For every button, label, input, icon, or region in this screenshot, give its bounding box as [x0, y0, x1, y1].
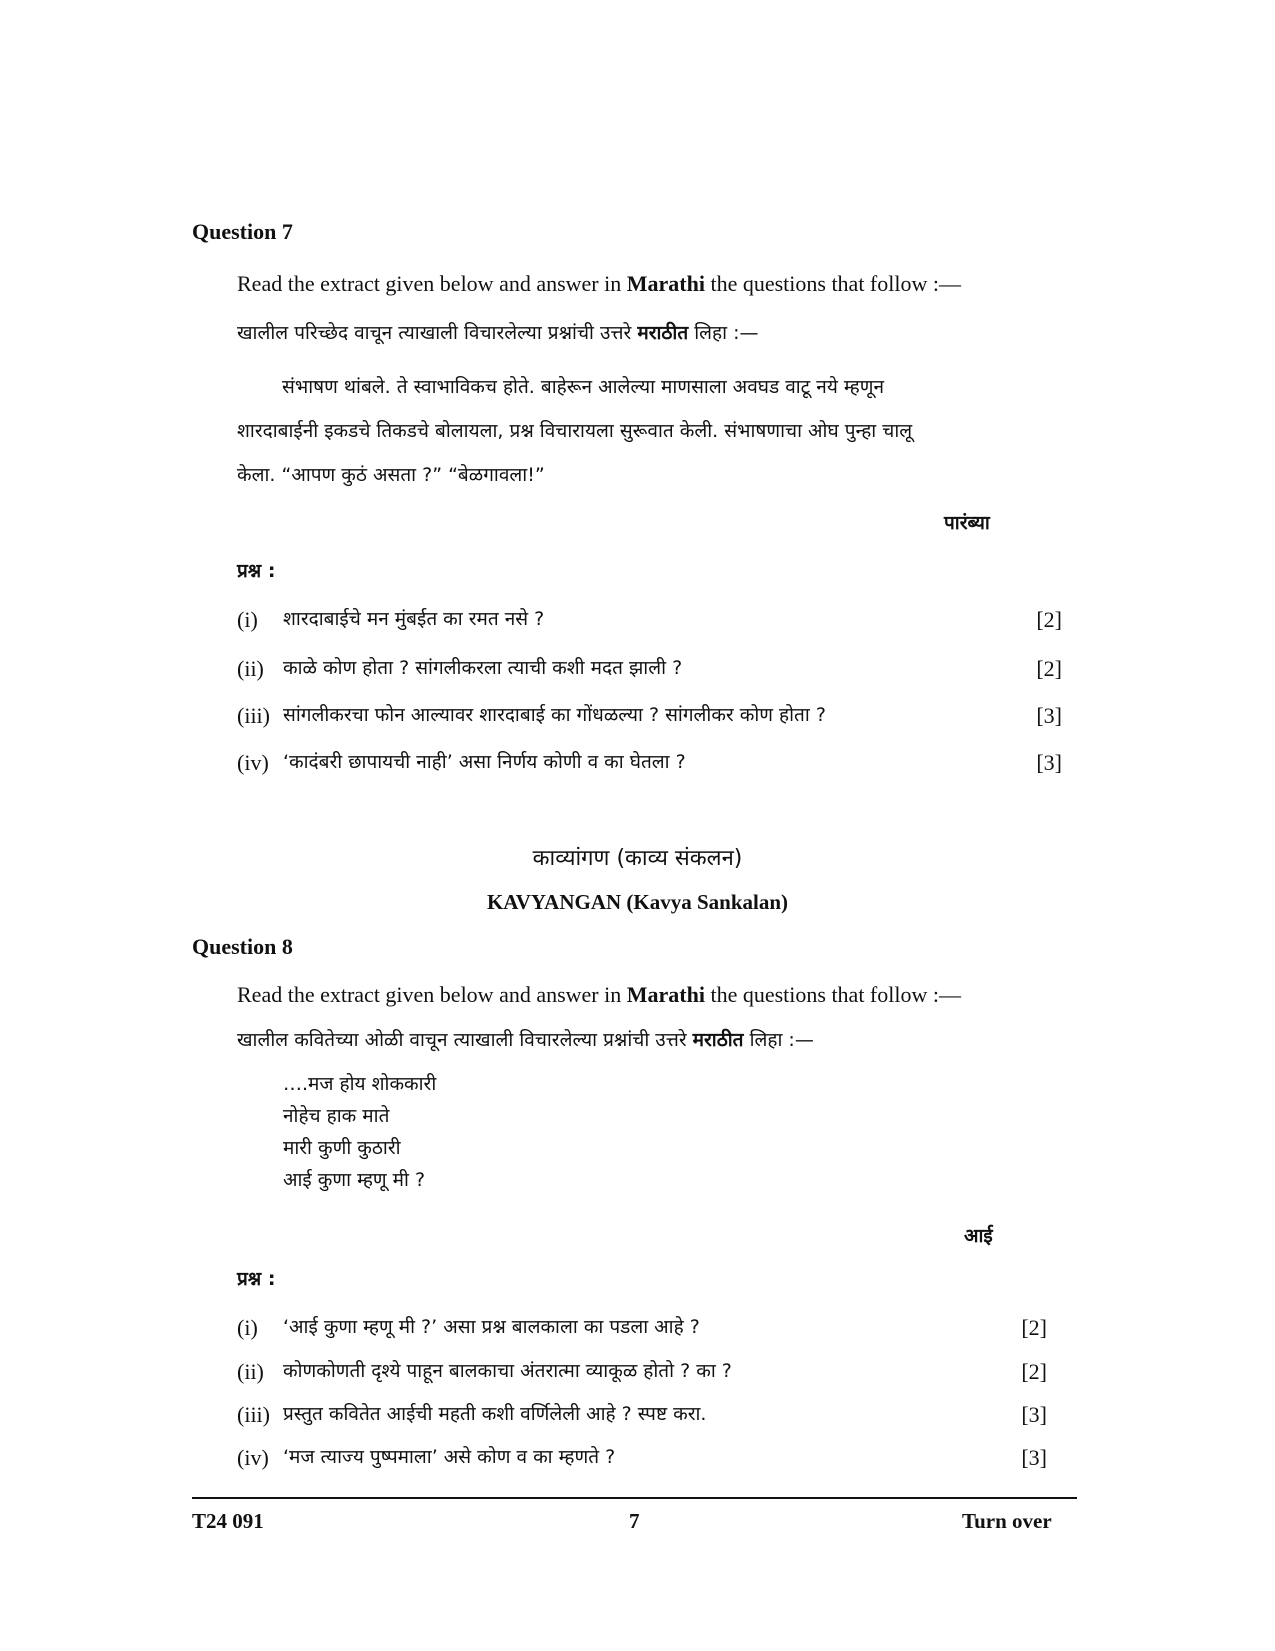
question-7-instruction-mr [237, 319, 759, 345]
question-7-instruction-en [237, 271, 961, 297]
instruction-text: the questions that follow :— [704, 271, 961, 296]
marks-label: [3] [1036, 703, 1062, 728]
item-number: (i) [237, 607, 258, 632]
prashna-label: प्रश्न : [237, 560, 276, 582]
instruction-text: लिहा :— [743, 1029, 814, 1051]
marks-label: [2] [1036, 656, 1062, 681]
poem-source: आई [964, 1225, 993, 1247]
marks-label: [3] [1021, 1402, 1047, 1427]
section-title-marathi: काव्यांगण (काव्य संकलन) [532, 846, 743, 871]
instruction-bold: Marathi [626, 271, 705, 296]
question-item-text: ‘मज त्याज्य पुष्पमाला’ असे कोण व का म्हणते ? [283, 1446, 616, 1468]
extract-line: शारदाबाईनी इकडचे तिकडचे बोलायला, प्रश्न विचारायला सुरूवात केली. संभाषणाचा ओघ पुन्हा चालू [237, 420, 913, 442]
paper-code: T24 091 [192, 1509, 264, 1533]
question-item-text: काळे कोण होता ? सांगलीकरला त्याची कशी मदत झाली ? [283, 657, 683, 679]
poem-line: ….मज होय शोककारी [283, 1073, 437, 1095]
item-number: (iv) [237, 1445, 269, 1470]
item-number: (ii) [237, 1359, 264, 1384]
poem-line: नोहेच हाक माते [283, 1105, 390, 1127]
poem-line: आई कुणा म्हणू मी ? [283, 1169, 426, 1191]
item-number: (ii) [237, 656, 264, 681]
marks-label: [2] [1021, 1359, 1047, 1384]
item-number: (iii) [237, 703, 270, 728]
extract-line: केला. “आपण कुठं असता ?” “बेळगावला!” [237, 464, 545, 486]
instruction-text: खालील कवितेच्या ओळी वाचून त्याखाली विचारलेल्या प्रश्नांची उत्तरे [237, 1029, 693, 1051]
question-item-text: सांगलीकरचा फोन आल्यावर शारदाबाई का गोंधळल्या ? सांगलीकर कोण होता ? [283, 704, 826, 726]
prashna-label: प्रश्न : [237, 1268, 276, 1290]
item-number: (iii) [237, 1402, 270, 1427]
section-title-english: KAVYANGAN (Kavya Sankalan) [486, 890, 789, 914]
poem-line: मारी कुणी कुठारी [283, 1137, 401, 1159]
instruction-text: Read the extract given below and answer in [237, 982, 627, 1007]
question-8-heading: Question 8 [192, 934, 293, 959]
marks-label: [3] [1036, 750, 1062, 775]
instruction-text: लिहा :— [688, 322, 759, 344]
marks-label: [2] [1036, 607, 1062, 632]
extract-source: पारंब्या [944, 512, 990, 534]
turn-over-label: Turn over [962, 1509, 1052, 1533]
instruction-bold: मराठीत [692, 1029, 744, 1051]
question-item-text: कोणकोणती दृश्ये पाहून बालकाचा अंतरात्मा व्याकूळ होतो ? का ? [283, 1360, 732, 1382]
question-8-instruction-mr [237, 1026, 814, 1052]
instruction-bold: मराठीत [637, 322, 689, 344]
question-8-instruction-en [237, 982, 961, 1008]
instruction-text: खालील परिच्छेद वाचून त्याखाली विचारलेल्या प्रश्नांची उत्तरे [237, 322, 638, 344]
instruction-bold: Marathi [626, 982, 705, 1007]
instruction-text: Read the extract given below and answer in [237, 271, 627, 296]
page-number: 7 [629, 1509, 640, 1533]
question-item-text: ‘आई कुणा म्हणू मी ?’ असा प्रश्न बालकाला का पडला आहे ? [283, 1316, 700, 1338]
footer-divider [192, 1497, 1077, 1499]
marks-label: [2] [1021, 1315, 1047, 1340]
item-number: (iv) [237, 750, 269, 775]
item-number: (i) [237, 1315, 258, 1340]
extract-line: संभाषण थांबले. ते स्वाभाविकच होते. बाहेरून आलेल्या माणसाला अवघड वाटू नये म्हणून [282, 376, 885, 398]
marks-label: [3] [1021, 1445, 1047, 1470]
instruction-text: the questions that follow :— [704, 982, 961, 1007]
question-item-text: प्रस्तुत कवितेत आईची महती कशी वर्णिलेली आहे ? स्पष्ट करा. [283, 1403, 707, 1425]
question-7-heading: Question 7 [192, 219, 293, 244]
question-item-text: शारदाबाईचे मन मुंबईत का रमत नसे ? [283, 608, 545, 630]
question-item-text: ‘कादंबरी छापायची नाही’ असा निर्णय कोणी व का घेतला ? [283, 751, 686, 773]
